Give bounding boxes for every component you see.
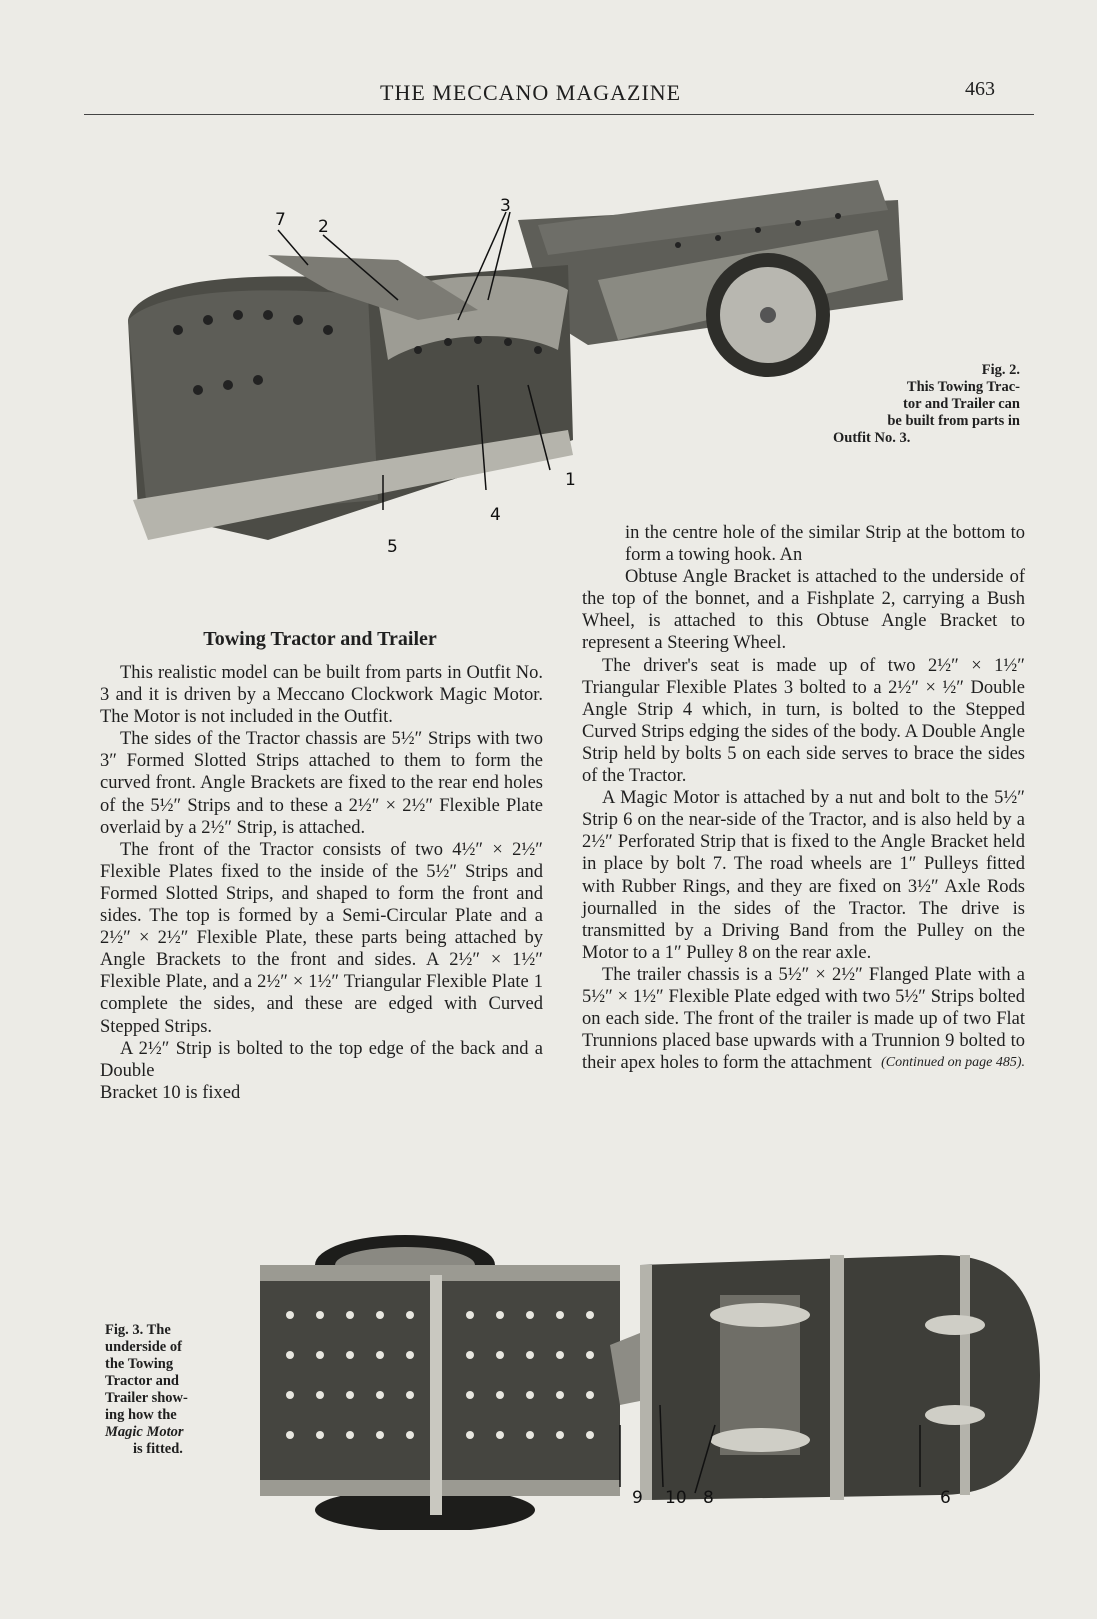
magazine-title: THE MECCANO MAGAZINE <box>380 80 682 105</box>
left-column <box>100 662 543 1104</box>
figure-3-photo <box>240 1225 1050 1530</box>
paragraph: Bracket 10 is fixed <box>100 1082 241 1103</box>
callout-7: 7 <box>275 210 286 230</box>
paragraph: A 2½″ Strip is bolted to the top edge of the back and a Double <box>100 1038 543 1081</box>
callout-6: 6 <box>940 1488 951 1508</box>
paragraph: in the centre hole of the similar Strip at the bottom to form a towing hook. An <box>625 523 1025 566</box>
callout-8: 8 <box>703 1488 714 1508</box>
paragraph: The sides of the Tractor chassis are 5½″ Strips with two 3″ Formed Slotted Strips attached to them to form the curved front. Angle Brackets are fixed to the rear end holes of the 5½″ Strips and to these a 2½″ × 2½″ Flexible Plate overlaid by a 2½″ Strip, is attached. <box>100 729 543 838</box>
callout-1: 1 <box>565 470 576 490</box>
continued-note: (Continued on page 485). <box>881 1055 1025 1071</box>
paragraph: The driver's seat is made up of two 2½″ × 1½″ Triangular Flexible Plates 3 bolted to a 2½″ × ½″ Double Angle Strip 4 which, in turn, is bolted to the Stepped Curved Strips edging the sides of the body. A Double Angle Strip held by bolts 5 on each side serves to brace the sides of the Tractor. <box>582 655 1025 787</box>
callout-4: 4 <box>490 505 501 525</box>
callout-10: 10 <box>665 1488 687 1508</box>
header-rule <box>84 114 1034 115</box>
figure-3-caption: Fig. 3. The underside of the Towing Tractor and Trailer show- ing how the Magic Motor is fitted. <box>105 1322 188 1457</box>
article-heading: Towing Tractor and Trailer <box>203 628 437 650</box>
right-column <box>582 522 1025 1074</box>
figure-2-caption: Fig. 2. This Towing Trac- tor and Trailer can be built from parts in Outfit No. 3. <box>833 362 1020 446</box>
callout-2: 2 <box>318 217 329 237</box>
paragraph: Obtuse Angle Bracket is attached to the underside of the top of the bonnet, and a Fishplate 2, carrying a Bush Wheel, is attached to this Obtuse Angle Bracket to represent a Steering Wheel. <box>582 567 1025 654</box>
paragraph: The front of the Tractor consists of two 4½″ × 2½″ Flexible Plates fixed to the inside of the 5½″ Strips and Formed Slotted Strips, and shaped to form the front and sides. The top is formed by a Semi-Circular Plate and a 2½″ × 2½″ Flexible Plate, these parts being attached by Angle Brackets to the front and sides. A 2½″ × 1½″ Flexible Plate, and a 2½″ × 1½″ Triangular Flexible Plate 1 complete the sides, and these are edged with Curved Stepped Strips. <box>100 839 543 1037</box>
callout-9: 9 <box>632 1488 643 1508</box>
paragraph: The trailer chassis is a 5½″ × 2½″ Flanged Plate with a 5½″ × 1½″ Flexible Plate edged with two 5½″ Strips bolted on each side. The front of the trailer is made up of two Flat Trunnions placed base upwards with a Trunnion 9 bolted to their apex holes to form the attachment <box>582 964 1025 1074</box>
paragraph: A Magic Motor is attached by a nut and bolt to the 5½″ Strip 6 on the near-side of the Tractor, and is also held by a 2½″ Perforated Strip that is fixed to the Angle Bracket held in place by bolt 7. The road wheels are 1″ Pulleys fitted with Rubber Rings, and they are fixed on 3½″ Axle Rods journalled in the sides of the Tractor. The drive is transmitted by a Driving Band from the Pulley on the Motor to a 1″ Pulley 8 on the rear axle. <box>582 788 1025 963</box>
figure-2-photo <box>118 170 908 560</box>
page-number: 463 <box>965 78 995 100</box>
callout-5: 5 <box>387 537 398 557</box>
paragraph: This realistic model can be built from parts in Outfit No. 3 and it is driven by a Meccano Clockwork Magic Motor. The Motor is not included in the Outfit. <box>100 663 543 728</box>
callout-3: 3 <box>500 196 511 216</box>
